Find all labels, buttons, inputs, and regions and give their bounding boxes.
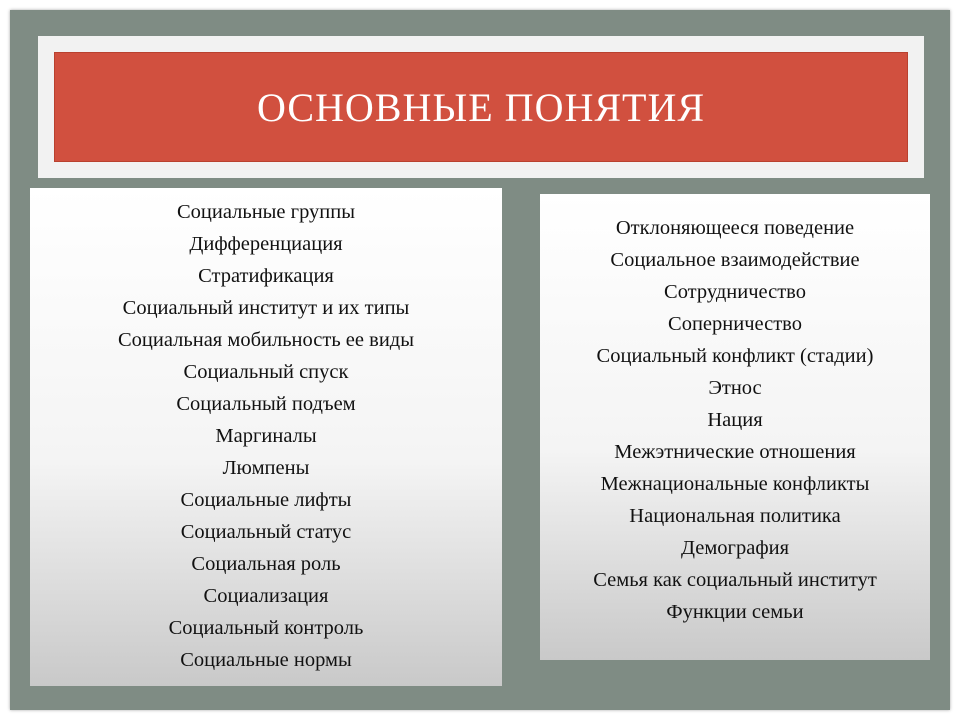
term-item: Социальный статус <box>180 521 352 543</box>
term-item: Соперничество <box>668 313 802 335</box>
right-terms-panel <box>540 194 930 660</box>
term-item: Отклоняющееся поведение <box>615 217 855 239</box>
term-item: Социальные лифты <box>180 489 352 511</box>
term-item: Социальные группы <box>176 201 356 223</box>
term-item: Национальная политика <box>629 505 841 527</box>
term-item: Дифференциация <box>189 233 343 255</box>
term-item: Социализация <box>203 585 329 607</box>
term-item: Сотрудничество <box>664 281 806 303</box>
term-item: Социальный конфликт (стадии) <box>596 345 874 367</box>
term-item: Стратификация <box>198 265 334 287</box>
term-item: Социальный контроль <box>168 617 364 639</box>
term-item: Социальные нормы <box>180 649 352 671</box>
term-item: Этнос <box>708 377 762 399</box>
title-band <box>54 52 908 162</box>
slide-title: ОСНОВНЫЕ ПОНЯТИЯ <box>256 84 706 130</box>
term-item: Семья как социальный институт <box>593 569 877 591</box>
term-item: Социальная мобильность ее виды <box>118 329 414 351</box>
title-frame <box>38 36 924 178</box>
term-item: Демография <box>681 537 789 559</box>
term-item: Нация <box>707 409 763 431</box>
term-item: Социальное взаимодействие <box>610 249 860 271</box>
slide <box>10 10 950 710</box>
term-item: Люмпены <box>222 457 310 479</box>
term-item: Межнациональные конфликты <box>600 473 870 495</box>
left-terms-panel <box>30 188 502 686</box>
term-item: Межэтнические отношения <box>614 441 856 463</box>
term-item: Социальный подъем <box>176 393 356 415</box>
term-item: Социальный спуск <box>183 361 349 383</box>
term-item: Маргиналы <box>215 425 317 447</box>
term-item: Социальный институт и их типы <box>122 297 410 319</box>
term-item: Функции семьи <box>666 601 804 623</box>
term-item: Социальная роль <box>191 553 341 575</box>
